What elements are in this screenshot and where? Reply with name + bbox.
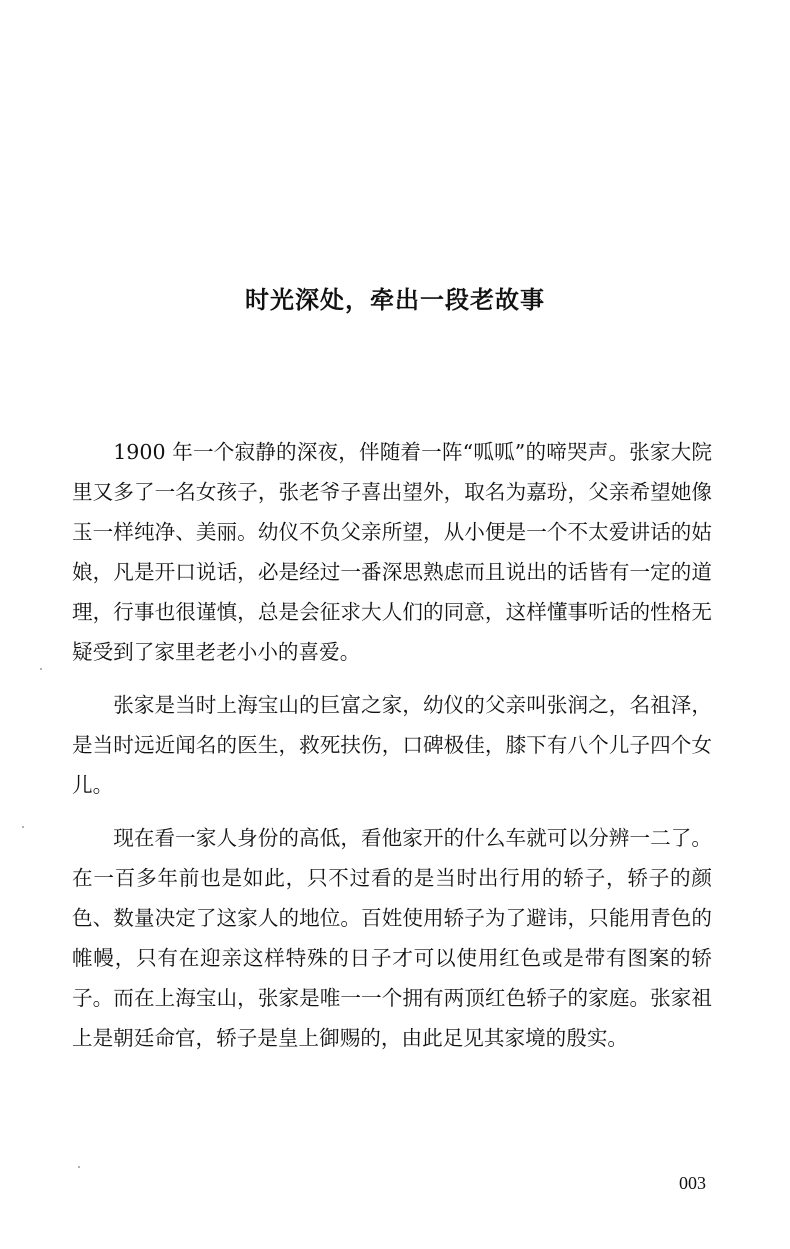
- paragraph-1: 1900 年一个寂静的深夜，伴随着一阵“呱呱”的啼哭声。张家大院里又多了一名女孩子，张老爷子喜出望外，取名为嘉玢，父亲希望她像玉一样纯净、美丽。幼仪不负父亲所望，从小便是一个不太爱讲话的姑娘，凡是开口说话，必是经过一番深思熟虑而且说出的话皆有一定的道理，行事也很谨慎，总是会征求大人们的同意，这样懂事听话的性格无疑受到了家里老老小小的喜爱。: [72, 440, 712, 664]
- scan-speck: [78, 1166, 80, 1168]
- scan-speck: [22, 826, 24, 828]
- chapter-title: 时光深处，牵出一段老故事: [245, 285, 545, 314]
- scan-speck: [40, 668, 42, 670]
- body-text: [72, 432, 712, 1071]
- page-number: 003: [679, 1173, 706, 1193]
- paragraph-2: 张家是当时上海宝山的巨富之家，幼仪的父亲叫张润之，名祖泽，是当时远近闻名的医生，救死扶伤，口碑极佳，膝下有八个儿子四个女儿。: [72, 693, 712, 797]
- paragraph-3: 现在看一家人身份的高低，看他家开的什么车就可以分辨一二了。在一百多年前也是如此，只不过看的是当时出行用的轿子，轿子的颜色、数量决定了这家人的地位。百姓使用轿子为了避讳，只能用青色的帷幔，只有在迎亲这样特殊的日子才可以使用红色或是带有图案的轿子。而在上海宝山，张家是唯一一个拥有两顶红色轿子的家庭。张家祖上是朝廷命官，轿子是皇上御赐的，由此足见其家境的殷实。: [72, 826, 712, 1050]
